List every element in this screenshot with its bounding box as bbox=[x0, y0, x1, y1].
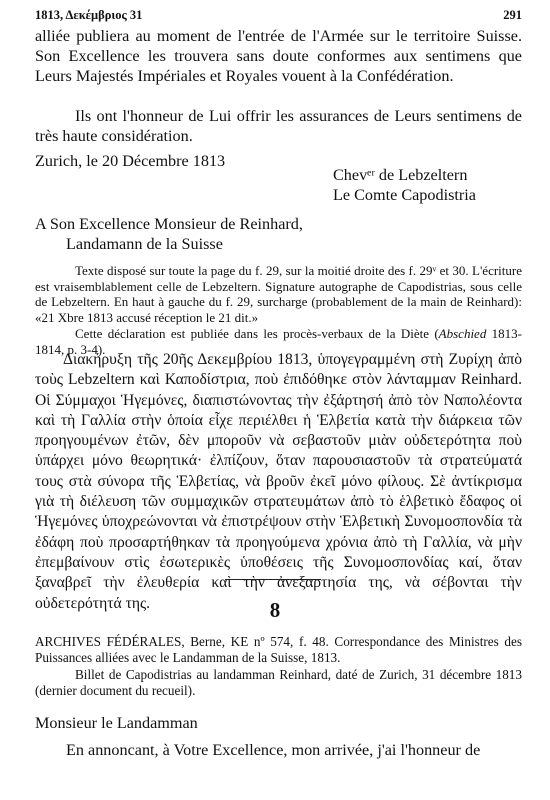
document-number: 8 bbox=[269, 598, 281, 622]
letter-paragraph-2: Ils ont l'honneur de Lui offrir les assurances de Leurs sentimens de très haute considération. bbox=[35, 107, 522, 145]
signatory-lebzeltern: Chevᵉʳ de Lebzeltern bbox=[333, 166, 468, 184]
letter-opening: En annoncant, à Votre Excellence, mon arrivée, j'ai l'honneur de bbox=[66, 741, 481, 759]
editorial-note-2: Cette déclaration est publiée dans les procès-verbaux de la Diète (Abschied 1813-1814, p. 3-4). bbox=[35, 326, 522, 357]
editorial-note-1: Texte disposé sur toute la page du f. 29, sur la moitié droite des f. 29ᵛ et 30. L'écriture est vraisemblablement celle de Lebzeltern. Signature autographe de Capodistrias, sous celle de Lebzeltern. En haut à gauche du f. 29, surcharge (probablement de la main de Reinhard): «21 Xbre 1813 accusé réception le 21 dit.» bbox=[35, 263, 522, 325]
addressee-line-1: A Son Excellence Monsieur de Reinhard, bbox=[35, 215, 303, 233]
publication-title: Abschied bbox=[438, 326, 487, 341]
section-divider bbox=[225, 579, 321, 580]
document-description: Billet de Capodistrias au landamman Reinhard, daté de Zurich, 31 décembre 1813 (dernier document du recueil). bbox=[35, 667, 522, 698]
running-header bbox=[35, 8, 522, 24]
signatory-capodistria: Le Comte Capodistria bbox=[333, 186, 476, 204]
place-date: Zurich, le 20 Décembre 1813 bbox=[35, 152, 226, 170]
archive-source: ARCHIVES FÉDÉRALES, Berne, KE nº 574, f. 48. Correspondance des Ministres des Puissances alliées avec le Landamman de la Suisse, 1813. bbox=[35, 634, 522, 665]
page-number: 291 bbox=[503, 8, 522, 22]
salutation: Monsieur le Landamman bbox=[35, 714, 198, 732]
letter-paragraph-1: alliée publiera au moment de l'entrée de l'Armée sur le territoire Suisse. Son Excellence les trouvera sans doute conformes aux sentimens que Leurs Majestés Impériales et Royales vouent à la Confédération. bbox=[35, 27, 522, 85]
addressee-line-2: Landamann de la Suisse bbox=[66, 235, 223, 253]
greek-summary: Διακήρυξη τῆς 20ῆς Δεκεμβρίου 1813, ὑπογεγραμμένη στὴ Ζυρίχη ἀπὸ τοὺς Lebzeltern καὶ Καποδίστρια, ποὺ ἐπιδόθηκε στὸν λάνταμμαν Reinhard. Οἱ Σύμμαχοι Ἡγεμόνες, διαπιστώνοντας τὴν ἐξάρτησή ἀπὸ τὸν Ναπολέοντα καὶ τὴ Γαλλία στὴν ὁποία εἶχε περιέλθει ἡ Ἑλβετία κατὰ τὴν διάρκεια τῶν προηγουμένων ἐτῶν, δὲν μποροῦν νὰ σεβαστοῦν μιὰν οὐδετερότητα ποὺ ὑπάρχει μόνο θεωρητικά· ἐλπίζουν, ὅταν παρουσιαστοῦν τὰ στρατεύματά τους στὰ σύνορα τῆς Ἑλβετίας, νὰ βροῦν ἐκεῖ μόνο φίλους. Σὲ ἀντίκρισμα γιὰ τὴ διέλευση τῶν συμμαχικῶν στρατευμάτων ἀπὸ τὸ ἑλβετικὸ ἔδαφος οἱ Ἡγεμόνες ὑποχρεώνονται νὰ ἐπιστρέψουν στὴν Ἑλβετικὴ Συνομοσπονδία τὰ ἐδάφη ποὺ προσαρτήθηκαν τὰ προηγούμενα χρόνια ἀπὸ τὴ Γαλλία, νὰ μὴν ἐπεμβαίνουν στὶς ἐσωτερικὲς ὑποθέσεις τῆς Συνομοσπονδίας καί, ὅταν ξαναβρεῖ τὴν ἐλευθερία καὶ τὴν ἀνεξαρτησία της, νὰ σέβονται τὴν οὐδετερότητά της. bbox=[35, 351, 522, 612]
header-date: 1813, Δεκέμβριος 31 bbox=[35, 8, 143, 22]
